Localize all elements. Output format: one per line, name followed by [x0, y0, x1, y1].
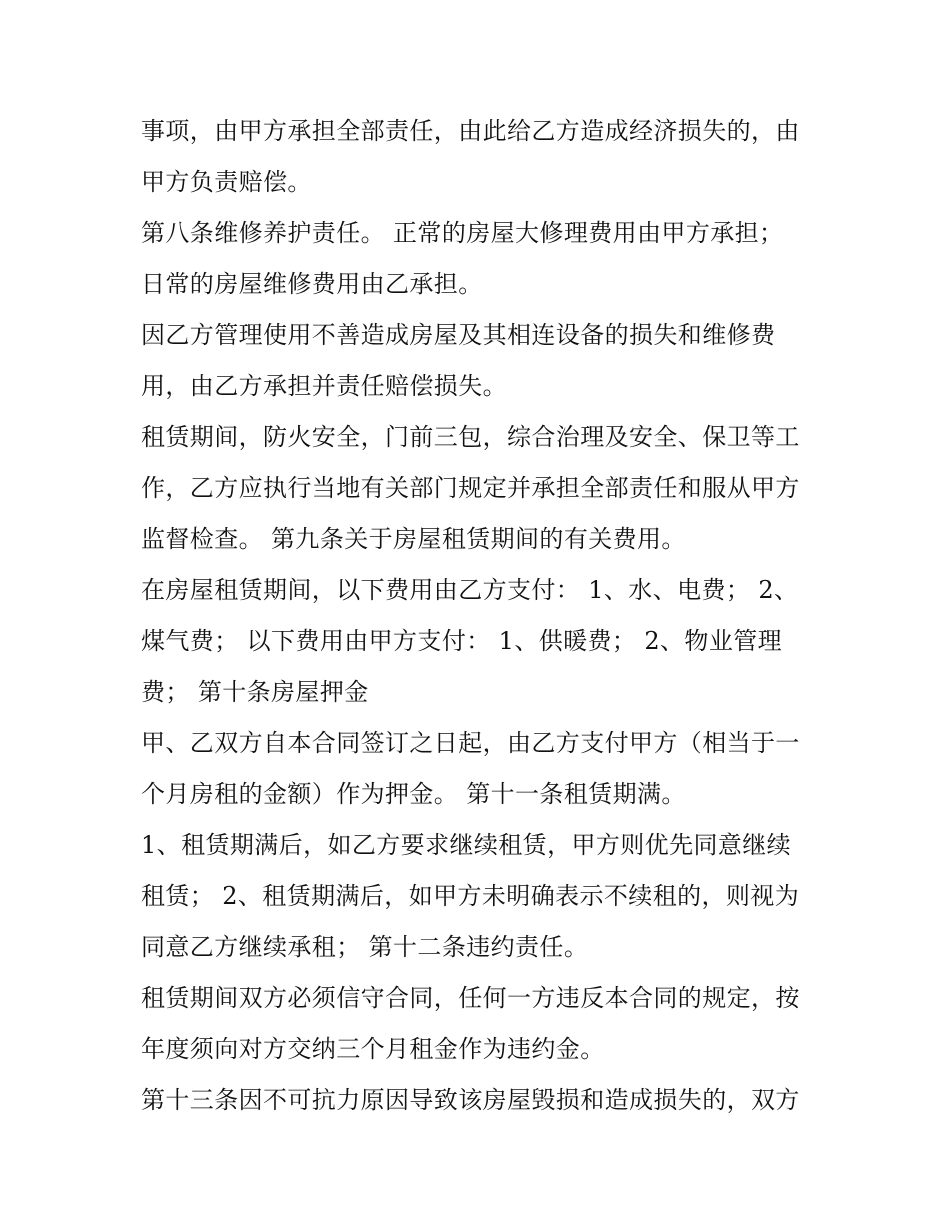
text-line: 第八条维修养护责任。 正常的房屋大修理费用由甲方承担； [141, 219, 784, 247]
text-line: 在房屋租赁期间，以下费用由乙方支付： 1、水、电费； 2、 [141, 576, 799, 604]
text-line: 事项，由甲方承担全部责任，由此给乙方造成经济损失的，由 [141, 117, 800, 145]
text-line: 第十三条因不可抗力原因导致该房屋毁损和造成损失的，双方 [141, 1086, 800, 1114]
text-line: 甲方负责赔偿。 [141, 168, 312, 196]
text-line: 因乙方管理使用不善造成房屋及其相连设备的损失和维修费 [141, 321, 776, 349]
text-line: 费； 第十条房屋押金 [141, 678, 369, 706]
text-line: 日常的房屋维修费用由乙承担。 [141, 270, 483, 298]
text-line: 租赁； 2、租赁期满后，如甲方未明确表示不续租的，则视为 [141, 882, 800, 910]
text-line: 同意乙方继续承租； 第十二条违约责任。 [141, 933, 589, 961]
text-line: 年度须向对方交纳三个月租金作为违约金。 [141, 1035, 605, 1063]
text-line: 甲、乙双方自本合同签订之日起，由乙方支付甲方（相当于一 [141, 729, 800, 757]
text-line: 个月房租的金额）作为押金。 第十一条租赁期满。 [141, 780, 686, 808]
text-line: 用，由乙方承担并责任赔偿损失。 [141, 372, 507, 400]
contract-text-body [141, 106, 831, 1126]
text-line: 煤气费； 以下费用由甲方支付： 1、供暖费； 2、物业管理 [141, 627, 783, 655]
text-line: 监督检查。 第九条关于房屋租赁期间的有关费用。 [141, 525, 686, 553]
text-line: 作，乙方应执行当地有关部门规定并承担全部责任和服从甲方 [141, 474, 800, 502]
text-line: 租赁期间双方必须信守合同，任何一方违反本合同的规定，按 [141, 984, 800, 1012]
text-line: 租赁期间，防火安全，门前三包，综合治理及安全、保卫等工 [141, 423, 800, 451]
text-line: 1、租赁期满后，如乙方要求继续租赁，甲方则优先同意继续 [141, 831, 792, 859]
